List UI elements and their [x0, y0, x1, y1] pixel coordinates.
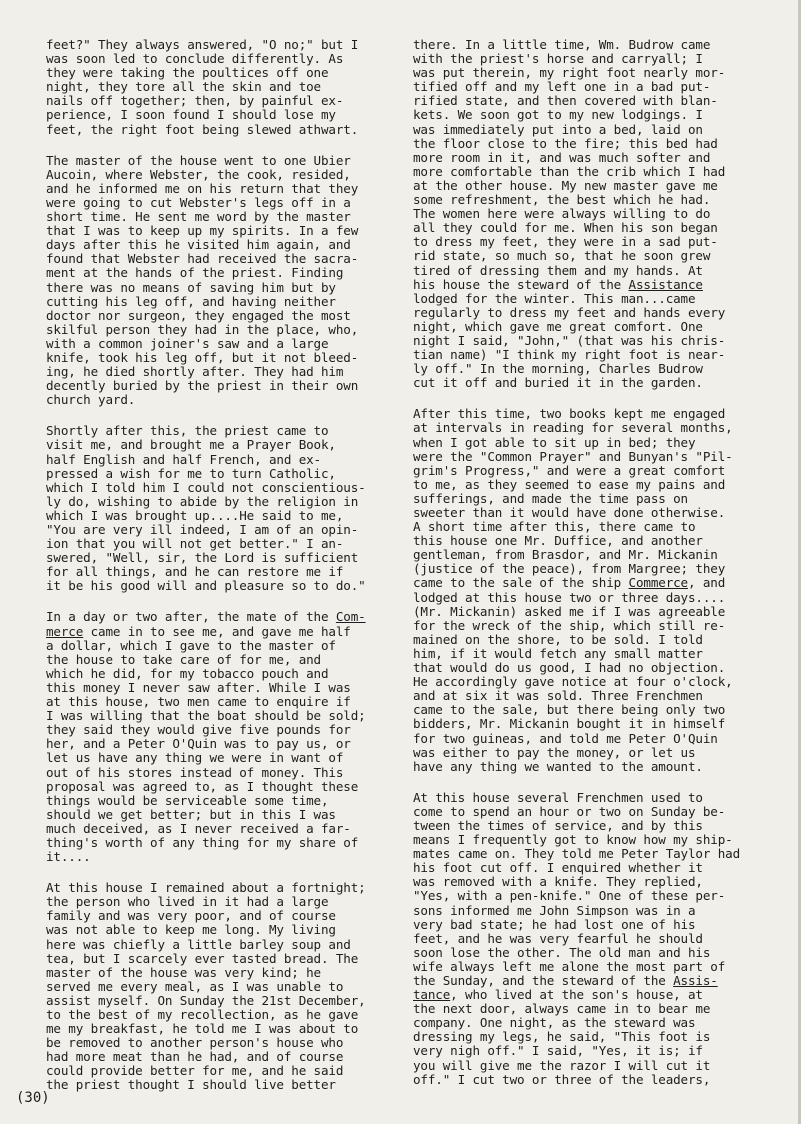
text-line: kets. We soon got to my new lodgings. I	[413, 108, 703, 123]
text-line: more comfortable than the crib which I had	[413, 164, 726, 179]
left-text-column	[46, 38, 398, 1110]
text-line: to the best of my recollection, as he gave	[46, 1008, 359, 1022]
paragraph	[413, 791, 771, 1087]
text-line: night, they tore all the skin and toe	[46, 80, 321, 95]
text-line: be removed to another person's house who	[46, 1036, 344, 1051]
text-line: wife always left me alone the most part of	[413, 959, 726, 974]
text-line: In a day or two after, the mate of the Com-	[46, 610, 366, 625]
text-line: night I said, "John," (that was his chris-	[413, 333, 726, 348]
text-line: the person who lived in it had a large	[46, 895, 329, 910]
text-line: knife, took his leg off, but it not bleed-	[46, 350, 359, 365]
text-line: assist myself. On Sunday the 21st December,	[46, 993, 366, 1008]
text-line: Shortly after this, the priest came to	[46, 424, 329, 439]
text-line: which I told him I could not conscientious-	[46, 480, 366, 495]
text-line: for the wreck of the ship, which still re-	[413, 618, 726, 633]
text-line: At this house several Frenchmen used to	[413, 790, 703, 805]
text-line: sweeter than it would have done otherwise.	[413, 506, 726, 520]
text-line: out of his stores instead of money. This	[46, 765, 344, 780]
text-line: cut it off and buried it in the garden.	[413, 376, 703, 391]
text-line: days after this he visited him again, and	[46, 238, 351, 253]
text-line: came to the sale of the ship Commerce, and	[413, 576, 726, 591]
text-line: swered, "Well, sir, the Lord is sufficient	[46, 551, 359, 566]
text-line: The master of the house went to one Ubier	[46, 153, 351, 168]
text-line: me my breakfast, he told me I was about to	[46, 1022, 359, 1037]
text-line: which he did, for my tobacco pouch and	[46, 666, 329, 681]
text-line: (Mr. Mickanin) asked me if I was agreeable	[413, 604, 726, 619]
paragraph	[413, 407, 771, 773]
text-line: the priest thought I should live better	[46, 1078, 336, 1093]
text-line: feet?" They always answered, "O no;" but I	[46, 38, 359, 52]
text-line: nails off together; then, by painful ex-	[46, 94, 344, 109]
text-line: I was willing that the boat should be sold;	[46, 709, 366, 724]
text-line: ion that you will not get better." I an-	[46, 537, 344, 552]
text-line: thing's worth of any thing for my share of	[46, 835, 359, 850]
text-line: some refreshment, the best which he had.	[413, 193, 711, 208]
text-line: with a common joiner's saw and a large	[46, 336, 329, 351]
text-line: tified off and my left one in a bad put-	[413, 80, 711, 95]
text-line: grim's Progress," and were a great comfort	[413, 463, 726, 478]
text-line: found that Webster had received the sacra-	[46, 252, 359, 267]
text-line: regularly to dress my feet and hands every	[413, 305, 726, 320]
paragraph	[413, 38, 771, 390]
text-line: the floor close to the fire; this bed had	[413, 136, 718, 151]
text-line: ment at the hands of the priest. Finding	[46, 266, 344, 281]
right-text-column	[413, 38, 771, 1104]
text-line: means I frequently got to know how my ship-	[413, 833, 733, 848]
text-line: family and was very poor, and of course	[46, 909, 336, 924]
text-line: dressing my legs, he said, "This foot is	[413, 1030, 711, 1045]
text-line: bidders, Mr. Mickanin bought it in himself	[413, 717, 726, 732]
text-line: had more meat than he had, and of course	[46, 1050, 344, 1065]
text-line: that would do us good, I had no objection.	[413, 661, 726, 676]
text-line: ly do, wishing to abide by the religion in	[46, 494, 359, 509]
text-line: very bad state; he had lost one of his	[413, 917, 696, 932]
text-line: cutting his leg off, and having neither	[46, 294, 336, 309]
text-line: pressed a wish for me to turn Catholic,	[46, 466, 336, 481]
text-line: come to spend an hour or two on Sunday be-	[413, 804, 726, 819]
text-line: After this time, two books kept me engaged	[413, 407, 726, 422]
text-line: half English and half French, and ex-	[46, 452, 321, 467]
text-line: mates came on. They told me Peter Taylor had	[413, 847, 741, 862]
text-line: tea, but I scarcely ever tasted bread. The	[46, 951, 359, 966]
text-line: "You are very ill indeed, I am of an opin-	[46, 523, 359, 537]
text-line: this house one Mr. Duffice, and another	[413, 534, 703, 549]
text-line: they said they would give five pounds for	[46, 723, 351, 738]
page-number: (30)	[16, 1090, 50, 1106]
text-line: and at six it was sold. Three Frenchmen	[413, 689, 703, 704]
text-line: "Yes, with a pen-knife." One of these per-	[413, 889, 726, 904]
text-line: tired of dressing them and my hands. At	[413, 263, 703, 278]
text-line: gentleman, from Brasdor, and Mr. Mickanin	[413, 548, 718, 563]
text-line: skilful person they had in the place, who,	[46, 322, 359, 337]
text-line: sufferings, and made the time pass on	[413, 491, 688, 506]
text-line: decently buried by the priest in their own	[46, 379, 359, 394]
text-line: company. One night, as the steward was	[413, 1016, 696, 1031]
text-line: things would be serviceable some time,	[46, 793, 329, 808]
text-line: tian name) "I think my right foot is near-	[413, 348, 726, 363]
text-line: his foot cut off. I enquired whether it	[413, 861, 703, 876]
text-line: let us have any thing we were in want of	[46, 751, 344, 766]
text-line: was immediately put into a bed, laid on	[413, 122, 703, 137]
text-line: off." I cut two or three of the leaders,	[413, 1072, 711, 1087]
text-line: A short time after this, there came to	[413, 520, 696, 535]
text-line: was put therein, my right foot nearly mor-	[413, 66, 726, 81]
text-line: it be his good will and pleasure so to do."	[46, 579, 366, 594]
text-line: merce came in to see me, and gave me half	[46, 624, 351, 639]
text-line: served me every meal, as I was unable to	[46, 979, 344, 994]
text-line: much deceived, as I never received a far-	[46, 821, 351, 836]
text-line: which I was brought up....He said to me,	[46, 508, 344, 523]
text-line: and he informed me on his return that they	[46, 181, 359, 196]
text-line: sons informed me John Simpson was in a	[413, 903, 696, 918]
text-line: rid state, so much so, that he soon grew	[413, 249, 711, 264]
text-line: should we get better; but in this I was	[46, 807, 336, 822]
text-line: night, which gave me great comfort. One	[413, 319, 703, 334]
text-line: Aucoin, where Webster, the cook, resided,	[46, 167, 351, 182]
text-line: (justice of the peace), from Margree; they	[413, 562, 726, 577]
text-line: The women here were always willing to do	[413, 207, 711, 222]
text-line: to me, as they seemed to ease my pains and	[413, 477, 726, 492]
text-line: here was chiefly a little barley soup and	[46, 937, 351, 952]
text-line: with the priest's horse and carryall; I	[413, 52, 703, 67]
text-line: him, if it would fetch any small matter	[413, 646, 703, 661]
text-line: tance, who lived at the son's house, at	[413, 988, 703, 1003]
text-line: for two guineas, and told me Peter O'Quin	[413, 731, 718, 746]
text-line: short time. He sent me word by the master	[46, 210, 351, 225]
text-line: a dollar, which I gave to the master of	[46, 638, 336, 653]
paragraph	[46, 154, 398, 408]
text-line: lodged at this house two or three days....	[413, 590, 726, 605]
text-line: the next door, always came in to bear me	[413, 1002, 711, 1017]
text-line: visit me, and brought me a Prayer Book,	[46, 438, 336, 453]
text-line: mained on the shore, to be sold. I told	[413, 632, 703, 647]
text-line: it....	[46, 850, 91, 865]
text-line: to dress my feet, they were in a sad put-	[413, 235, 718, 250]
text-line: his house the steward of the Assistance	[413, 277, 703, 292]
text-line: He accordingly gave notice at four o'clock,	[413, 675, 733, 690]
text-line: her, and a Peter O'Quin was to pay us, or	[46, 737, 351, 752]
text-line: all they could for me. When his son began	[413, 221, 718, 236]
text-line: came to the sale, but there being only two	[413, 703, 726, 718]
text-line: were going to cut Webster's legs off in a	[46, 195, 351, 210]
text-line: was soon led to conclude differently. As	[46, 52, 344, 67]
text-line: when I got able to sit up in bed; they	[413, 435, 696, 450]
text-line: perience, I soon found I should lose my	[46, 108, 336, 123]
text-line: ly off." In the morning, Charles Budrow	[413, 362, 703, 377]
text-line: you will give me the razor I will cut it	[413, 1058, 711, 1073]
text-line: could provide better for me, and he said	[46, 1064, 344, 1079]
text-line: was not able to keep me long. My living	[46, 923, 336, 938]
text-line: for all things, and he can restore me if	[46, 565, 344, 580]
text-line: At this house I remained about a fortnight;	[46, 881, 366, 896]
text-line: the Sunday, and the steward of the Assis-	[413, 974, 718, 988]
text-line: very nigh off." I said, "Yes, it is; if	[413, 1044, 703, 1059]
text-line: was either to pay the money, or let us	[413, 745, 696, 760]
text-line: that I was to keep up my spirits. In a few	[46, 224, 359, 239]
text-line: have any thing we wanted to the amount.	[413, 759, 703, 774]
paragraph	[46, 881, 398, 1092]
text-line: feet, and he was very fearful he should	[413, 931, 703, 946]
paragraph	[46, 38, 398, 137]
text-line: at this house, two men came to enquire if	[46, 695, 351, 710]
text-line: church yard.	[46, 393, 136, 408]
text-line: was removed with a knife. They replied,	[413, 875, 703, 890]
text-line: there. In a little time, Wm. Budrow came	[413, 38, 711, 52]
text-line: at the other house. My new master gave me	[413, 178, 718, 193]
paragraph	[46, 610, 398, 864]
text-line: were the "Common Prayer" and Bunyan's "Pil-	[413, 449, 733, 464]
text-line: feet, the right foot being slewed athwart.	[46, 122, 359, 137]
text-line: master of the house was very kind; he	[46, 965, 321, 980]
text-line: soon lose the other. The old man and his	[413, 945, 711, 960]
text-line: more room in it, and was much softer and	[413, 150, 711, 165]
text-line: ing, he died shortly after. They had him	[46, 365, 344, 380]
text-line: doctor nor surgeon, they engaged the most	[46, 308, 351, 323]
text-line: lodged for the winter. This man...came	[413, 291, 696, 306]
text-line: proposal was agreed to, as I thought these	[46, 779, 359, 794]
text-line: they were taking the poultices off one	[46, 66, 329, 81]
text-line: at intervals in reading for several months,	[413, 421, 733, 436]
text-line: this money I never saw after. While I was	[46, 680, 351, 695]
text-line: rified state, and then covered with blan-	[413, 94, 718, 109]
text-line: there was no means of saving him but by	[46, 280, 336, 295]
paragraph	[46, 424, 398, 593]
text-line: tween the times of service, and by this	[413, 818, 703, 833]
text-line: the house to take care of for me, and	[46, 652, 321, 667]
